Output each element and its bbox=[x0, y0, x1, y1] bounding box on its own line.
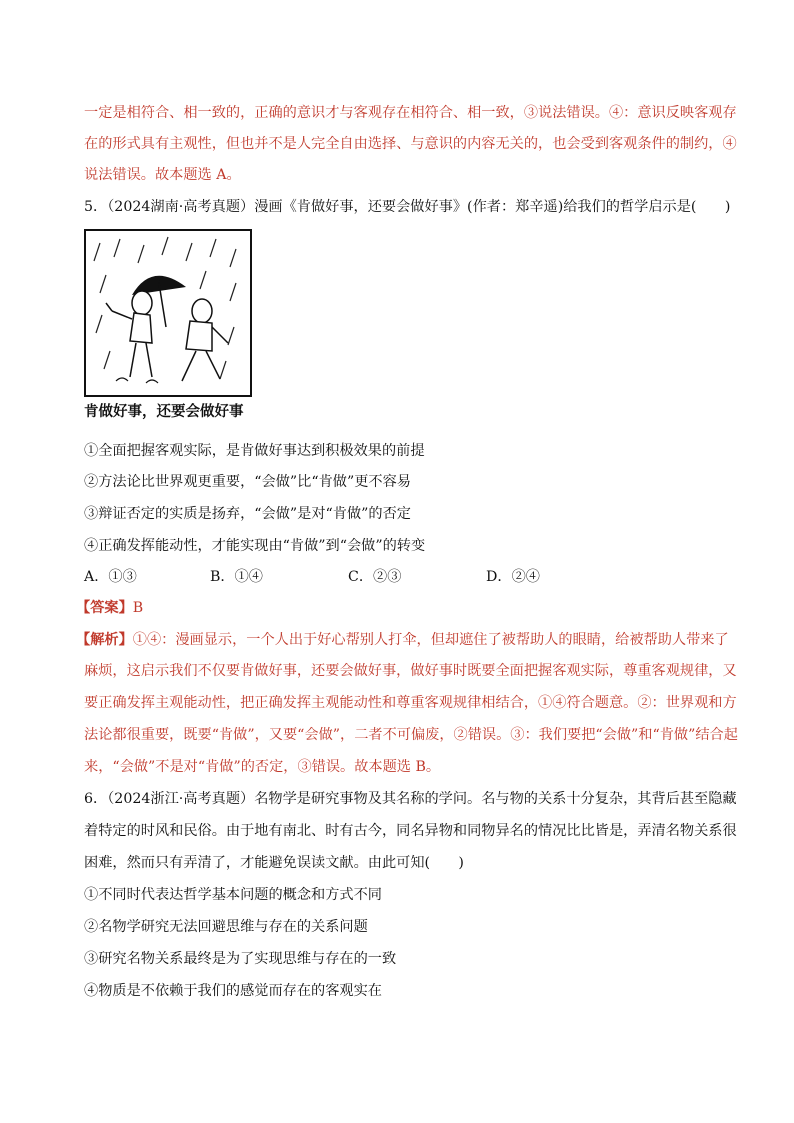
q5-answer bbox=[76, 597, 143, 619]
analysis-text-1: ①④：漫画显示，一个人出于好心帮别人打伞，但却遮住了被帮助人的眼睛，给被帮助人带来了 bbox=[132, 632, 729, 648]
q5-analysis-line-1 bbox=[76, 629, 729, 651]
q5-analysis-line-4: 法论都很重要，既要“肯做”，又要“会做”，二者不可偏废，②错误。③：我们要把“会做”和“肯做”结合起 bbox=[84, 727, 738, 743]
q5-option-c: C．②③ bbox=[348, 569, 402, 585]
prev-analysis-line-2: 在的形式具有主观性，但也并不是人完全自由选择、与意识的内容无关的，也会受到客观条件的制约，④ bbox=[84, 136, 737, 152]
q5-option-a: A．①③ bbox=[84, 569, 137, 585]
prev-analysis-line-3: 说法错误。故本题选 A。 bbox=[84, 167, 241, 183]
q5-analysis-line-5: 来，“会做”不是对“肯做”的否定，③错误。故本题选 B。 bbox=[84, 759, 441, 775]
q6-statement-4: ④物质是不依赖于我们的感觉而存在的客观实在 bbox=[84, 983, 382, 999]
comic-illustration bbox=[84, 229, 252, 397]
answer-value: B bbox=[132, 600, 144, 616]
q5-option-b: B．①④ bbox=[210, 569, 263, 585]
q6-statement-1: ①不同时代表达哲学基本问题的概念和方式不同 bbox=[84, 887, 382, 903]
question-6-stem-2: 着特定的时风和民俗。由于地有南北、时有古今，同名异物和同物异名的情况比比皆是，弄清名物关系很 bbox=[84, 823, 737, 839]
q5-analysis-line-2: 麻烦，这启示我们不仅要肯做好事，还要会做好事，做好事时既要全面把握客观实际，尊重客观规律，又 bbox=[84, 663, 737, 679]
q5-statement-3: ③辩证否定的实质是扬弃，“会做”是对“肯做”的否定 bbox=[84, 506, 411, 522]
comic-drawing bbox=[86, 231, 250, 395]
answer-tag: 【答案】 bbox=[76, 600, 133, 616]
question-6-stem-1: 6．（2024浙江·高考真题）名物学是研究事物及其名称的学问。名与物的关系十分复杂，其背后甚至隐藏 bbox=[84, 791, 737, 807]
q5-statement-2: ②方法论比世界观更重要，“会做”比“肯做”更不容易 bbox=[84, 474, 411, 490]
q6-statement-3: ③研究名物关系最终是为了实现思维与存在的一致 bbox=[84, 951, 397, 967]
q6-statement-2: ②名物学研究无法回避思维与存在的关系问题 bbox=[84, 919, 368, 935]
q5-statement-4: ④正确发挥能动性，才能实现由“肯做”到“会做”的转变 bbox=[84, 538, 426, 554]
prev-analysis-line-1: 一定是相符合、相一致的，正确的意识才与客观存在相符合、相一致，③说法错误。④：意识反映客观存 bbox=[84, 105, 737, 121]
q5-statement-1: ①全面把握客观实际，是肯做好事达到积极效果的前提 bbox=[84, 443, 425, 459]
question-5-stem: 5．（2024湖南·高考真题）漫画《肯做好事，还要会做好事》(作者：郑辛遥)给我们的哲学启示是( ) bbox=[84, 199, 731, 215]
analysis-tag: 【解析】 bbox=[76, 632, 133, 648]
q5-analysis-line-3: 要正确发挥主观能动性，把正确发挥主观能动性和尊重客观规律相结合，①④符合题意。②：世界观和方 bbox=[84, 695, 737, 711]
q5-option-d: D．②④ bbox=[486, 569, 540, 585]
question-6-stem-3: 困难，然而只有弄清了，才能避免误读文献。由此可知( ) bbox=[84, 855, 464, 871]
comic-caption: 肯做好事，还要会做好事 bbox=[84, 404, 244, 420]
